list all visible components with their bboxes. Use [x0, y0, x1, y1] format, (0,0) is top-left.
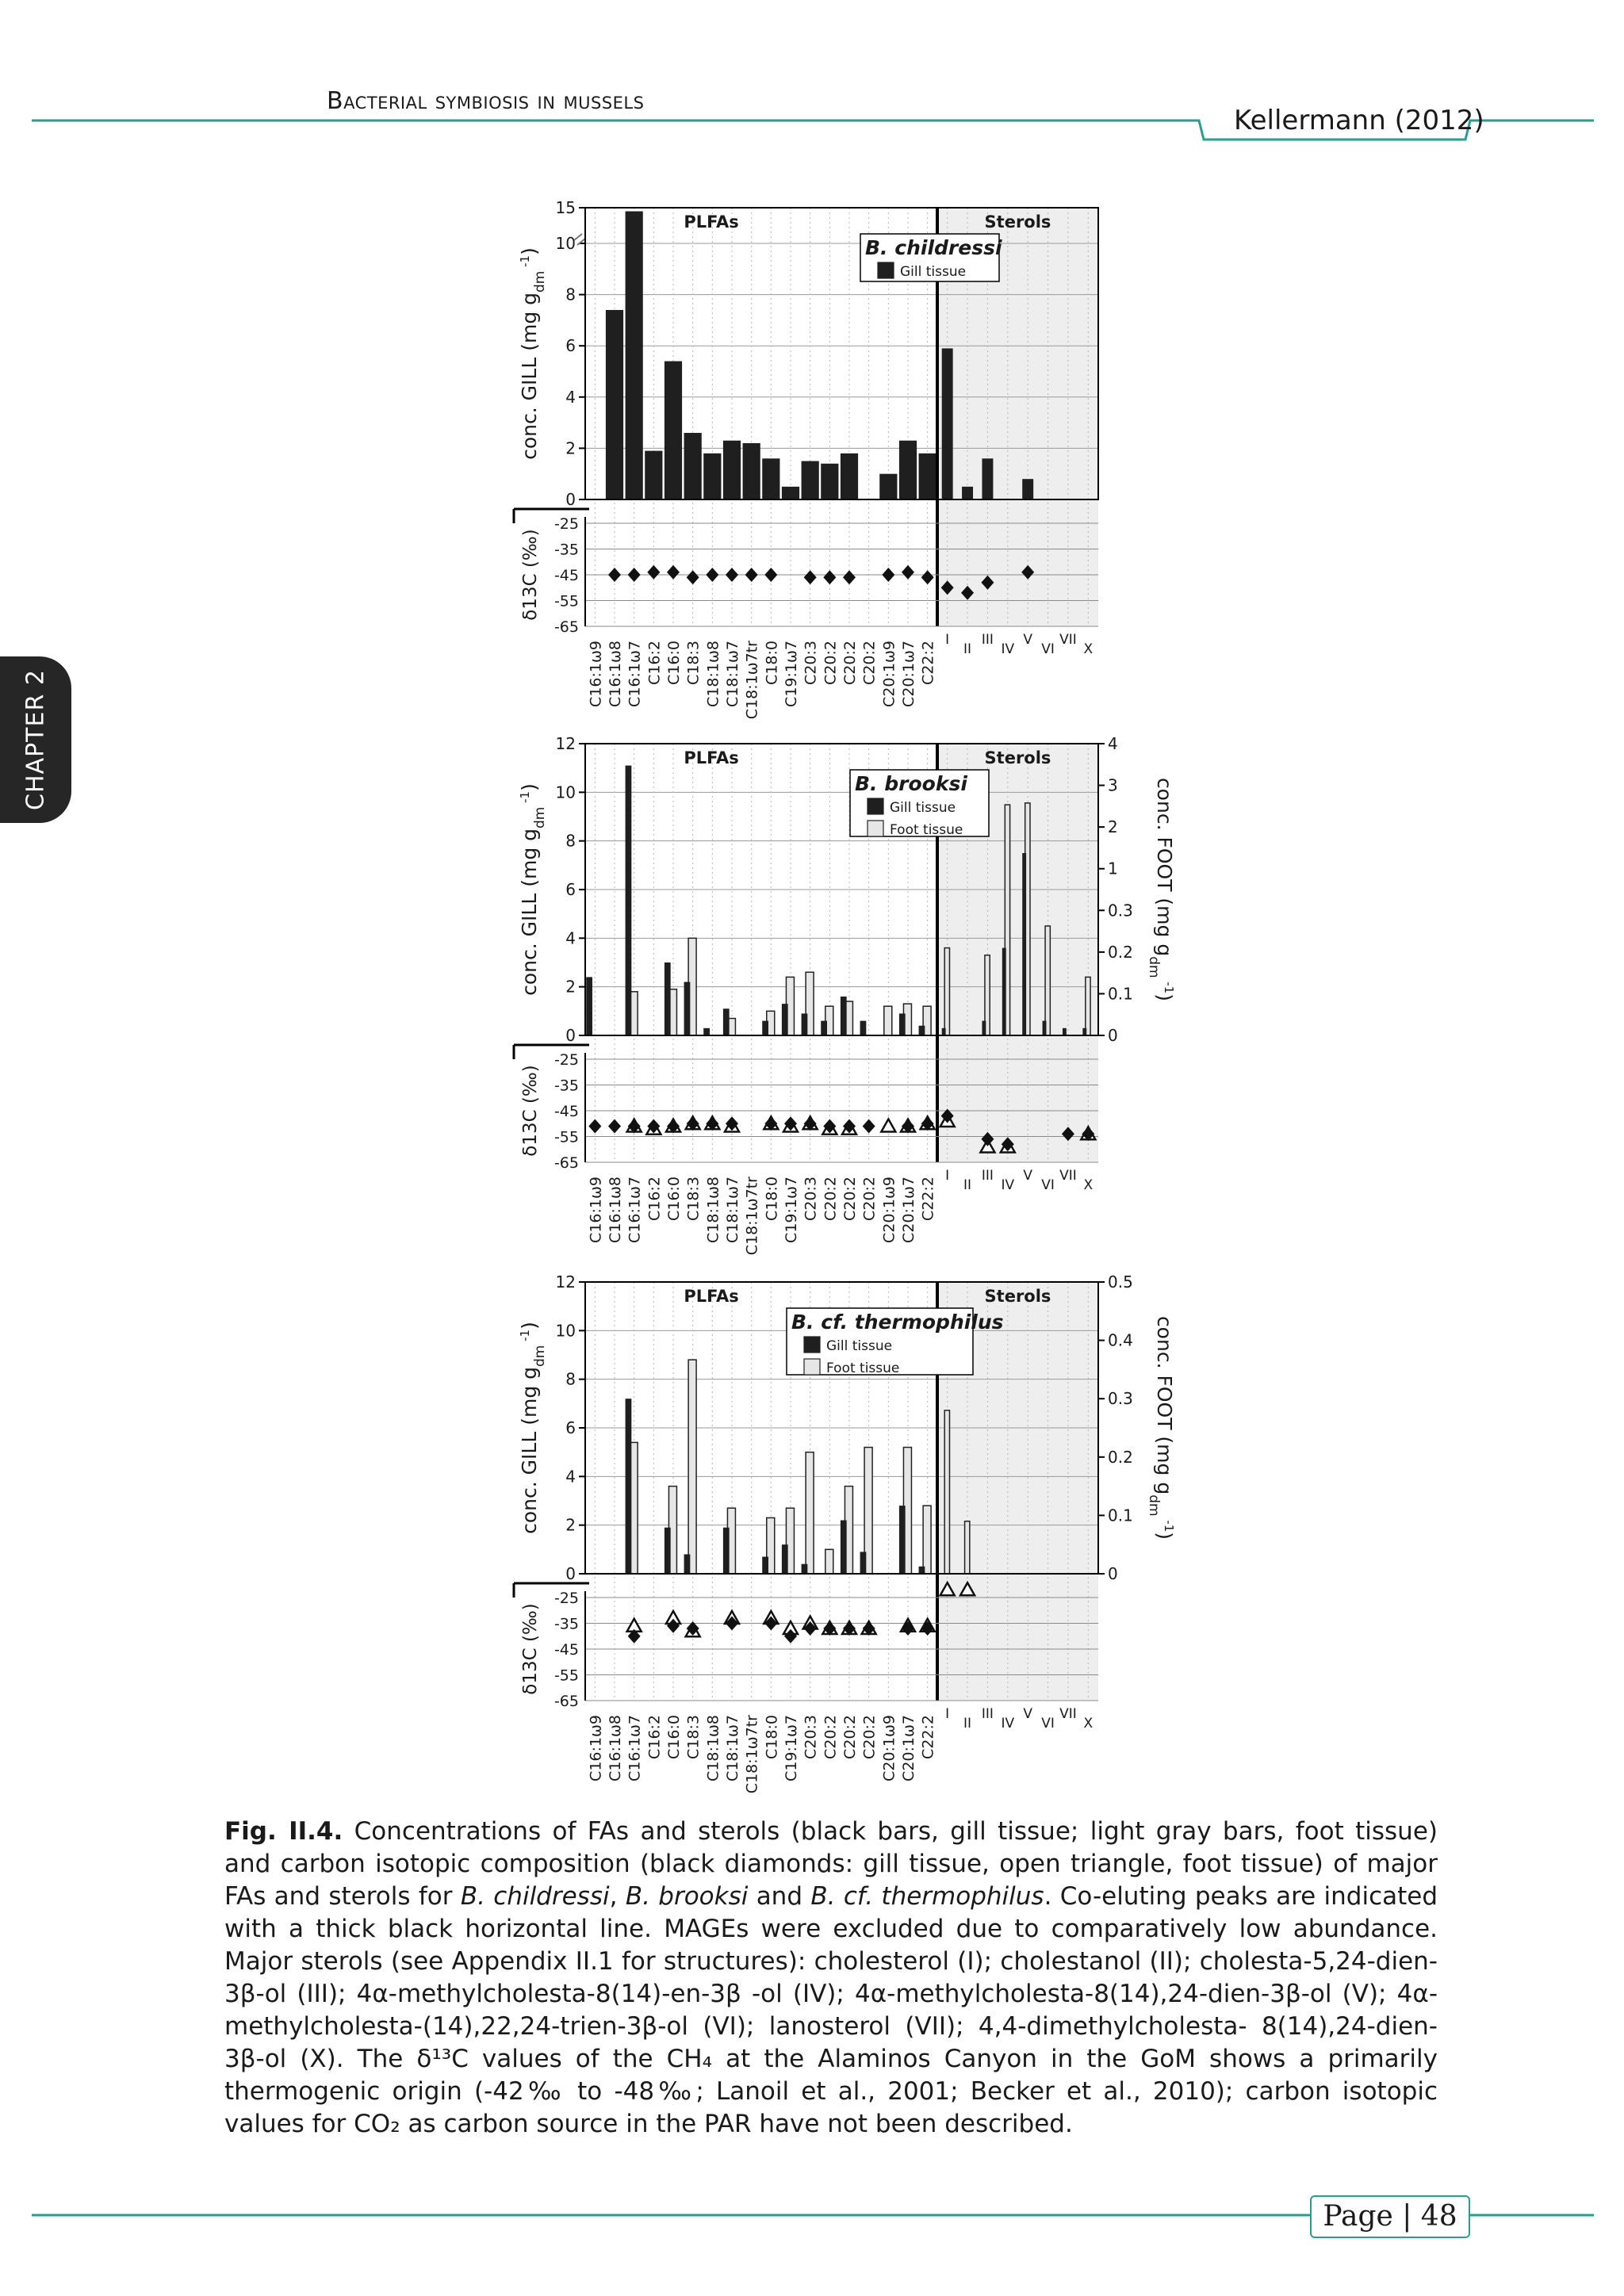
gill-bar: [782, 1004, 788, 1035]
x-sterol-label: I: [945, 632, 950, 648]
gill-bar: [684, 982, 691, 1035]
section-label-plfas: PLFAs: [684, 212, 739, 232]
iso-tick-label: -65: [553, 618, 579, 636]
y-tick-label: 8: [565, 831, 576, 851]
y-tick-label: 0: [565, 1026, 576, 1045]
caption-sep-1: ,: [609, 1882, 618, 1911]
x-category-label: C18:0: [763, 1715, 781, 1759]
gill-bar: [802, 461, 819, 499]
y-tick-label: 4: [565, 387, 576, 407]
y-tick-label: 0: [565, 1564, 576, 1583]
x-category-label: C16:2: [645, 641, 664, 685]
legend-swatch-gill: [804, 1337, 820, 1353]
x-category-label: C18:1ω8: [704, 641, 722, 707]
y-axis-label-sup: -1: [518, 790, 532, 807]
gill-bar: [942, 348, 953, 499]
y2-tick-label: 0.3: [1108, 1389, 1133, 1409]
iso-tick-label: -55: [553, 592, 579, 610]
x-category-label: C20:3: [802, 641, 820, 685]
x-category-label: C18:3: [684, 1177, 703, 1221]
gill-bar: [684, 433, 702, 499]
legend-title: B. cf. thermophilus: [791, 1311, 1004, 1334]
iso-tick-label: -65: [553, 1154, 579, 1172]
x-sterol-label: I: [945, 1168, 950, 1184]
x-category-label: C16:0: [665, 1177, 683, 1221]
y-axis-label-close: ): [518, 247, 541, 255]
x-category-label: C18:1ω8: [704, 1177, 722, 1243]
gill-bar: [645, 451, 662, 499]
x-category-label: C16:1ω8: [607, 641, 624, 707]
caption-sep-2: and: [756, 1882, 803, 1911]
y-axis-label-close: ): [518, 1322, 541, 1330]
y-axis-label-sub: dm: [532, 270, 548, 293]
x-category-label: C16:1ω7: [626, 1715, 644, 1781]
x-category-label: C20:2: [822, 1715, 840, 1759]
y-axis-label-sub: dm: [532, 806, 548, 828]
x-category-label: C16:2: [645, 1177, 664, 1221]
gill-bar: [782, 487, 799, 499]
x-sterol-label: IV: [1001, 1177, 1015, 1193]
x-category-label: C16:1ω7: [626, 641, 644, 707]
foot-bar: [965, 1521, 970, 1574]
iso-point-gill: [804, 570, 817, 584]
x-category-label: C19:1ω7: [783, 1177, 800, 1243]
gill-bar: [899, 441, 917, 499]
gill-bar: [586, 977, 592, 1035]
y-axis-label-sup: -1: [518, 254, 532, 271]
y-tick-label: 10: [555, 1321, 576, 1341]
x-sterol-label: X: [1083, 641, 1094, 657]
iso-point-gill: [921, 570, 934, 584]
x-sterol-label: VI: [1041, 641, 1055, 657]
page-number: Page | 48: [1323, 2200, 1457, 2233]
gill-bar: [919, 453, 936, 499]
y-tick-label: 10: [555, 234, 576, 253]
x-sterol-label: IV: [1001, 641, 1015, 657]
x-category-label: C16:1ω8: [607, 1177, 624, 1243]
y-axis-label-gill: conc. GILL (mg $g_{dm}$ $^{-1}$): [518, 1322, 548, 1534]
y-axis-label-gill: conc. GILL (mg $g_{dm}$ $^{-1}$): [518, 247, 548, 460]
x-category-label: C20:1ω9: [880, 641, 898, 707]
x-category-label: C20:1ω9: [880, 1715, 898, 1781]
gill-bar: [899, 1013, 906, 1035]
chart-panel-1: [514, 198, 1098, 719]
gill-bar: [626, 766, 632, 1035]
x-category-label: C20:2: [841, 641, 859, 685]
foot-bar: [825, 1549, 833, 1574]
x-category-label: C20:1ω7: [900, 641, 917, 707]
iso-point-gill: [902, 565, 914, 580]
legend-label-foot: Foot tissue: [890, 822, 963, 838]
iso-point-gill: [647, 565, 660, 580]
y-tick-label: 6: [565, 336, 576, 356]
gill-bar: [723, 1008, 730, 1035]
caption-text-2: . Co-eluting peaks are indicated with a thick black horizontal line. MAGEs were excluded due to comparatively low abundance. Major sterols (see Appendix II.1 for structures): cholesterol (I); cholestanol (II); cholesta-5,24-dien-3β-ol (III); 4α-methylcholesta-8(14)-en-3β -ol (IV); 4α-methylcholesta-8(14),24-dien-3β-ol (V); 4α-methylcholesta-(14),22,24-trien-3β-ol (VI); lanosterol (VII); 4,4-dimethylcholesta- 8(14),24-dien-3β-ol (X). The δ¹³C values of the CH₄ at the Alaminos Canyon in the GoM shows a primarily thermogenic origin (-42‰ to -48‰; Lanoil et al., 2001; Becker et al., 2010); carbon isotopic values for CO₂ as carbon source in the PAR have not been described.: [224, 1882, 1438, 2138]
x-sterol-label: X: [1083, 1716, 1094, 1732]
gill-bar: [723, 1528, 730, 1574]
gill-bar: [899, 1506, 906, 1574]
y-tick-label: 2: [565, 1515, 576, 1535]
iso-point-gill: [863, 1119, 875, 1134]
y-axis-label-foot: conc. FOOT (mg $g_{dm}$ $^{-1}$): [1146, 1315, 1176, 1540]
x-category-label: C18:0: [763, 1177, 781, 1221]
x-category-label: C22:2: [919, 641, 937, 685]
y2-tick-label: 0.2: [1108, 942, 1133, 962]
x-sterol-label: II: [963, 641, 972, 657]
legend-label-gill: Gill tissue: [900, 264, 967, 280]
x-category-label: C20:1ω7: [900, 1715, 917, 1781]
iso-point-gill: [726, 568, 738, 582]
y-tick-label: 0: [565, 490, 576, 509]
legend-swatch-foot: [868, 821, 883, 836]
x-category-label: C16:1ω8: [607, 1715, 624, 1781]
y-tick-label: 12: [555, 1272, 576, 1292]
iso-point-gill: [588, 1119, 601, 1134]
x-category-label: C22:2: [919, 1177, 937, 1221]
gill-bar: [841, 997, 847, 1035]
x-sterol-label: VII: [1059, 1168, 1077, 1184]
gill-bar: [665, 1528, 671, 1574]
gill-bar: [684, 1554, 691, 1574]
gill-bar: [626, 212, 643, 500]
y2-axis-label-sub: dm: [1146, 1494, 1162, 1517]
y-tick-label: 12: [555, 734, 576, 753]
x-category-label: C20:3: [802, 1715, 820, 1759]
y-axis-label-close: ): [518, 783, 541, 791]
y2-tick-label: 1: [1108, 859, 1118, 878]
legend-label-foot: Foot tissue: [826, 1360, 900, 1376]
x-category-label: C18:1ω8: [704, 1715, 722, 1781]
iso-axis-label: δ13C (‰): [520, 1065, 541, 1157]
gill-bar: [782, 1544, 788, 1574]
y-tick-label: 10: [555, 783, 576, 802]
y-axis-label-foot: conc. FOOT (mg $g_{dm}$ $^{-1}$): [1146, 777, 1176, 1002]
iso-tick-label: -45: [553, 567, 579, 584]
x-category-label: C20:2: [860, 641, 879, 685]
x-sterol-label: II: [963, 1716, 972, 1732]
iso-tick-label: -35: [553, 1077, 579, 1095]
y-tick-label: 4: [565, 1467, 576, 1487]
x-category-label: C20:2: [841, 1715, 859, 1759]
x-category-label: C20:2: [860, 1715, 879, 1759]
y2-tick-label: 0.4: [1108, 1330, 1133, 1350]
section-label-plfas: PLFAs: [684, 748, 739, 767]
foot-bar: [923, 1506, 931, 1574]
x-category-label: C16:1ω9: [587, 1715, 605, 1781]
x-category-label: C22:2: [919, 1715, 937, 1759]
iso-tick-label: -25: [553, 1051, 579, 1069]
x-category-label: C20:3: [802, 1177, 820, 1221]
x-category-label: C20:2: [860, 1177, 879, 1221]
caption-species-1: B. childressi: [460, 1882, 610, 1911]
x-category-label: C18:3: [684, 641, 703, 685]
iso-tick-label: -25: [553, 1590, 579, 1607]
foot-bar: [1086, 977, 1090, 1035]
legend-swatch-foot: [804, 1359, 820, 1375]
running-title-text: Bacterial symbiosis in mussels: [327, 87, 645, 115]
gill-bar: [962, 487, 973, 499]
gill-bar: [1043, 1021, 1047, 1035]
x-category-label: C19:1ω7: [783, 641, 800, 707]
x-category-label: C18:1ω7tr: [743, 1177, 761, 1256]
y2-tick-label: 0.3: [1108, 901, 1133, 920]
y-tick-label: 4: [565, 928, 576, 948]
x-sterol-label: III: [981, 1706, 994, 1722]
y-tick-label: 6: [565, 880, 576, 899]
caption-species-3: B. cf. thermophilus: [810, 1882, 1044, 1911]
y2-tick-label: 0: [1108, 1026, 1118, 1045]
gill-bar: [762, 1021, 768, 1035]
x-category-label: C20:1ω9: [880, 1177, 898, 1243]
iso-point-gill: [628, 568, 641, 582]
x-sterol-label: II: [963, 1177, 972, 1193]
legend-title: B. brooksi: [855, 772, 967, 795]
x-category-label: C18:1ω7tr: [743, 641, 761, 720]
caption-label: Fig. II.4.: [224, 1817, 343, 1846]
x-sterol-label: V: [1023, 1168, 1033, 1184]
iso-point-gill: [745, 568, 758, 582]
chapter-tab-label: CHAPTER 2: [21, 669, 50, 810]
x-sterol-label: III: [981, 1168, 994, 1184]
gill-bar: [703, 453, 721, 499]
x-sterol-label: III: [981, 632, 994, 648]
gill-bar: [841, 1521, 847, 1574]
x-category-label: C18:3: [684, 1715, 703, 1759]
section-label-sterols: Sterols: [984, 1287, 1051, 1306]
iso-point-foot: [881, 1119, 895, 1132]
gill-bar: [606, 310, 623, 499]
gill-bar: [665, 962, 671, 1035]
legend-swatch-gill: [878, 262, 894, 278]
iso-tick-label: -45: [553, 1103, 579, 1120]
gill-bar: [1002, 948, 1006, 1035]
page-number-box: [1310, 2195, 1470, 2238]
y2-tick-label: 3: [1108, 775, 1118, 795]
y-axis-label-sub: dm: [532, 1345, 548, 1367]
gill-bar: [821, 1021, 827, 1035]
gill-bar: [802, 1564, 808, 1574]
gill-bar: [1022, 479, 1033, 499]
gill-bar: [626, 1399, 632, 1574]
gill-bar: [982, 458, 993, 499]
section-label-sterols: Sterols: [984, 748, 1051, 767]
y2-axis-label-close: ): [1153, 1532, 1176, 1540]
y2-tick-label: 2: [1108, 817, 1118, 837]
iso-tick-label: -45: [553, 1641, 579, 1659]
gill-bar: [723, 441, 741, 499]
iso-point-gill: [882, 568, 894, 582]
gill-bar: [743, 443, 760, 499]
y2-axis-label-sup: -1: [1162, 1516, 1176, 1533]
x-category-label: C16:0: [665, 1715, 683, 1759]
iso-tick-label: -35: [553, 1615, 579, 1633]
x-category-label: C16:1ω7: [626, 1177, 644, 1243]
foot-bar: [884, 1006, 892, 1035]
gill-bar: [860, 1021, 867, 1035]
x-category-label: C20:2: [822, 1177, 840, 1221]
iso-point-gill: [608, 568, 621, 582]
iso-tick-label: -25: [553, 515, 579, 533]
x-category-label: C18:1ω7tr: [743, 1715, 761, 1794]
y2-tick-label: 0.1: [1108, 1506, 1133, 1525]
caption-text-1: Concentrations of FAs and sterols (black bars, gill tissue; light gray bars, foot tissue) and carbon isotopic composition (black diamonds: gill tissue, open triangle, foot tissue) of major FAs and sterols for: [224, 1817, 1438, 1911]
gill-bar: [860, 1552, 867, 1574]
foot-bar: [688, 1360, 696, 1574]
gill-bar: [942, 1028, 946, 1035]
foot-bar: [944, 1410, 949, 1574]
gill-bar: [919, 1026, 925, 1035]
x-category-label: C18:1ω7: [724, 1177, 741, 1243]
section-label-sterols: Sterols: [984, 212, 1051, 232]
legend-label-gill: Gill tissue: [890, 800, 956, 816]
x-category-label: C16:1ω9: [587, 641, 605, 707]
iso-tick-label: -35: [553, 541, 579, 559]
gill-bar: [879, 474, 897, 499]
gill-bar: [821, 464, 838, 499]
chart-panel-3: [514, 1272, 1176, 1793]
iso-point-gill: [687, 570, 699, 584]
iso-point-gill: [608, 1119, 621, 1134]
y2-tick-label: 4: [1108, 734, 1118, 753]
x-category-label: C18:0: [763, 641, 781, 685]
y2-axis-label-sub: dm: [1146, 956, 1162, 978]
gill-bar: [841, 453, 858, 499]
gill-bar: [1082, 1028, 1086, 1035]
y2-tick-label: 0.1: [1108, 984, 1133, 1004]
legend-swatch-gill: [868, 798, 883, 814]
x-sterol-label: VI: [1041, 1177, 1055, 1193]
gill-bar: [982, 1021, 986, 1035]
x-sterol-label: X: [1083, 1177, 1094, 1193]
x-sterol-label: VII: [1059, 1706, 1077, 1722]
gill-bar: [802, 1013, 808, 1035]
y2-axis-label-sup: -1: [1162, 978, 1176, 994]
x-category-label: C20:2: [841, 1177, 859, 1221]
x-category-label: C19:1ω7: [783, 1715, 800, 1781]
x-sterol-label: VII: [1059, 632, 1077, 648]
x-category-label: C16:0: [665, 641, 683, 685]
gill-bar: [762, 1557, 768, 1574]
y-tick-label: 8: [565, 1369, 576, 1389]
gill-bar: [919, 1567, 925, 1574]
gill-bar: [762, 458, 779, 499]
y2-tick-label: 0.5: [1108, 1272, 1133, 1292]
y-tick-label: 2: [565, 977, 576, 997]
y-axis-label-gill: conc. GILL (mg $g_{dm}$ $^{-1}$): [518, 783, 548, 996]
x-category-label: C20:1ω7: [900, 1177, 917, 1243]
author-year: Kellermann (2012): [1234, 105, 1484, 136]
legend-title: B. childressi: [865, 236, 1002, 259]
iso-tick-label: -55: [553, 1667, 579, 1685]
iso-axis-label: δ13C (‰): [520, 1603, 541, 1695]
x-category-label: C20:2: [822, 641, 840, 685]
foot-bar: [806, 1452, 814, 1574]
caption-species-2: B. brooksi: [625, 1882, 749, 1911]
iso-point-gill: [823, 570, 836, 584]
legend-label-gill: Gill tissue: [826, 1338, 893, 1354]
x-sterol-label: I: [945, 1706, 950, 1722]
foot-bar: [944, 948, 949, 1035]
iso-point-gill: [706, 568, 718, 582]
iso-point-gill: [843, 570, 856, 584]
gill-bar: [1063, 1028, 1067, 1035]
y2-axis-label-close: ): [1153, 993, 1176, 1002]
x-category-label: C18:1ω7: [724, 641, 741, 707]
foot-bar: [1045, 926, 1050, 1035]
gill-bar: [1022, 853, 1026, 1035]
iso-axis-label: δ13C (‰): [520, 529, 541, 621]
gill-bar: [665, 362, 682, 499]
iso-tick-label: -55: [553, 1128, 579, 1146]
x-category-label: C18:1ω7: [724, 1715, 741, 1781]
y2-tick-label: 0: [1108, 1564, 1118, 1583]
figure-caption: [224, 1816, 1438, 2141]
x-category-label: C16:1ω9: [587, 1177, 605, 1243]
x-sterol-label: V: [1023, 632, 1033, 648]
y-tick-label: 8: [565, 285, 576, 304]
section-label-plfas: PLFAs: [684, 1287, 739, 1306]
y-axis-label-sup: -1: [518, 1329, 532, 1345]
iso-tick-label: -65: [553, 1693, 579, 1710]
y-tick-label: 15: [555, 198, 576, 217]
y-tick-label: 6: [565, 1418, 576, 1437]
x-sterol-label: IV: [1001, 1716, 1015, 1732]
x-category-label: C16:2: [645, 1715, 664, 1759]
x-sterol-label: V: [1023, 1706, 1033, 1722]
iso-point-gill: [764, 568, 777, 582]
y2-tick-label: 0.2: [1108, 1447, 1133, 1467]
x-sterol-label: VI: [1041, 1716, 1055, 1732]
iso-point-gill: [667, 565, 680, 580]
y-tick-label: 2: [565, 438, 576, 458]
chart-panel-2: [514, 734, 1176, 1255]
gill-bar: [703, 1028, 710, 1035]
